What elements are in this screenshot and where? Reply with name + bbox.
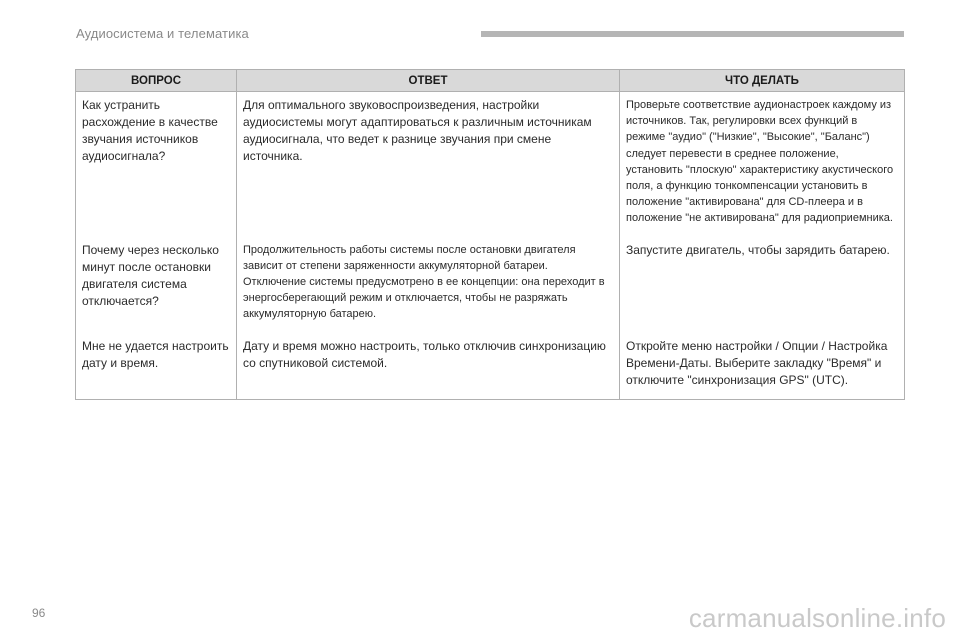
question-cell: Почему через несколько минут после остановки двигателя система отключается? (76, 237, 237, 333)
table-row (76, 333, 905, 400)
question-cell: Как устранить расхождение в качестве звучания источников аудиосигнала? (76, 92, 237, 237)
table-row (76, 92, 905, 237)
answer-cell: Дату и время можно настроить, только отключив синхронизацию со спутниковой системой. (237, 333, 620, 400)
faq-table (75, 69, 905, 400)
header-decorative-bar (481, 31, 904, 37)
page-number: 96 (32, 606, 46, 620)
action-cell: Откройте меню настройки / Опции / Настройка Времени-Даты. Выберите закладку "Время" и отключите "синхронизация GPS" (UTC). (620, 333, 905, 400)
answer-cell: Для оптимального звуковоспроизведения, настройки аудиосистемы могут адаптироваться к различным источникам аудиосигнала, что ведет к разнице звучания при смене источника. (237, 92, 620, 237)
action-cell: Проверьте соответствие аудионастроек каждому из источников. Так, регулировки всех функций в режиме "аудио" ("Низкие", "Высокие", "Баланс") следует перевести в среднее положение, установить "плоскую" характеристику акустического поля, а функцию тонкомпенсации установить в положение "активирована" для CD-плеера и в положение "не активирована" для радиоприемника. (620, 92, 905, 237)
watermark: carmanualsonline.info (688, 603, 946, 633)
column-header-action: ЧТО ДЕЛАТЬ (620, 70, 905, 92)
answer-cell: Продолжительность работы системы после остановки двигателя зависит от степени заряженности аккумуляторной батареи. Отключение системы предусмотрено в ее концепции: она переходит в энергосберегающий режим и отключается, чтобы не разряжать аккумуляторную батарею. (237, 237, 620, 333)
column-header-question: ВОПРОС (76, 70, 237, 92)
section-title: Аудиосистема и телематика (76, 26, 249, 41)
table-header-row (76, 70, 905, 92)
action-cell: Запустите двигатель, чтобы зарядить батарею. (620, 237, 905, 333)
question-cell: Мне не удается настроить дату и время. (76, 333, 237, 400)
table-row (76, 237, 905, 333)
column-header-answer: ОТВЕТ (237, 70, 620, 92)
